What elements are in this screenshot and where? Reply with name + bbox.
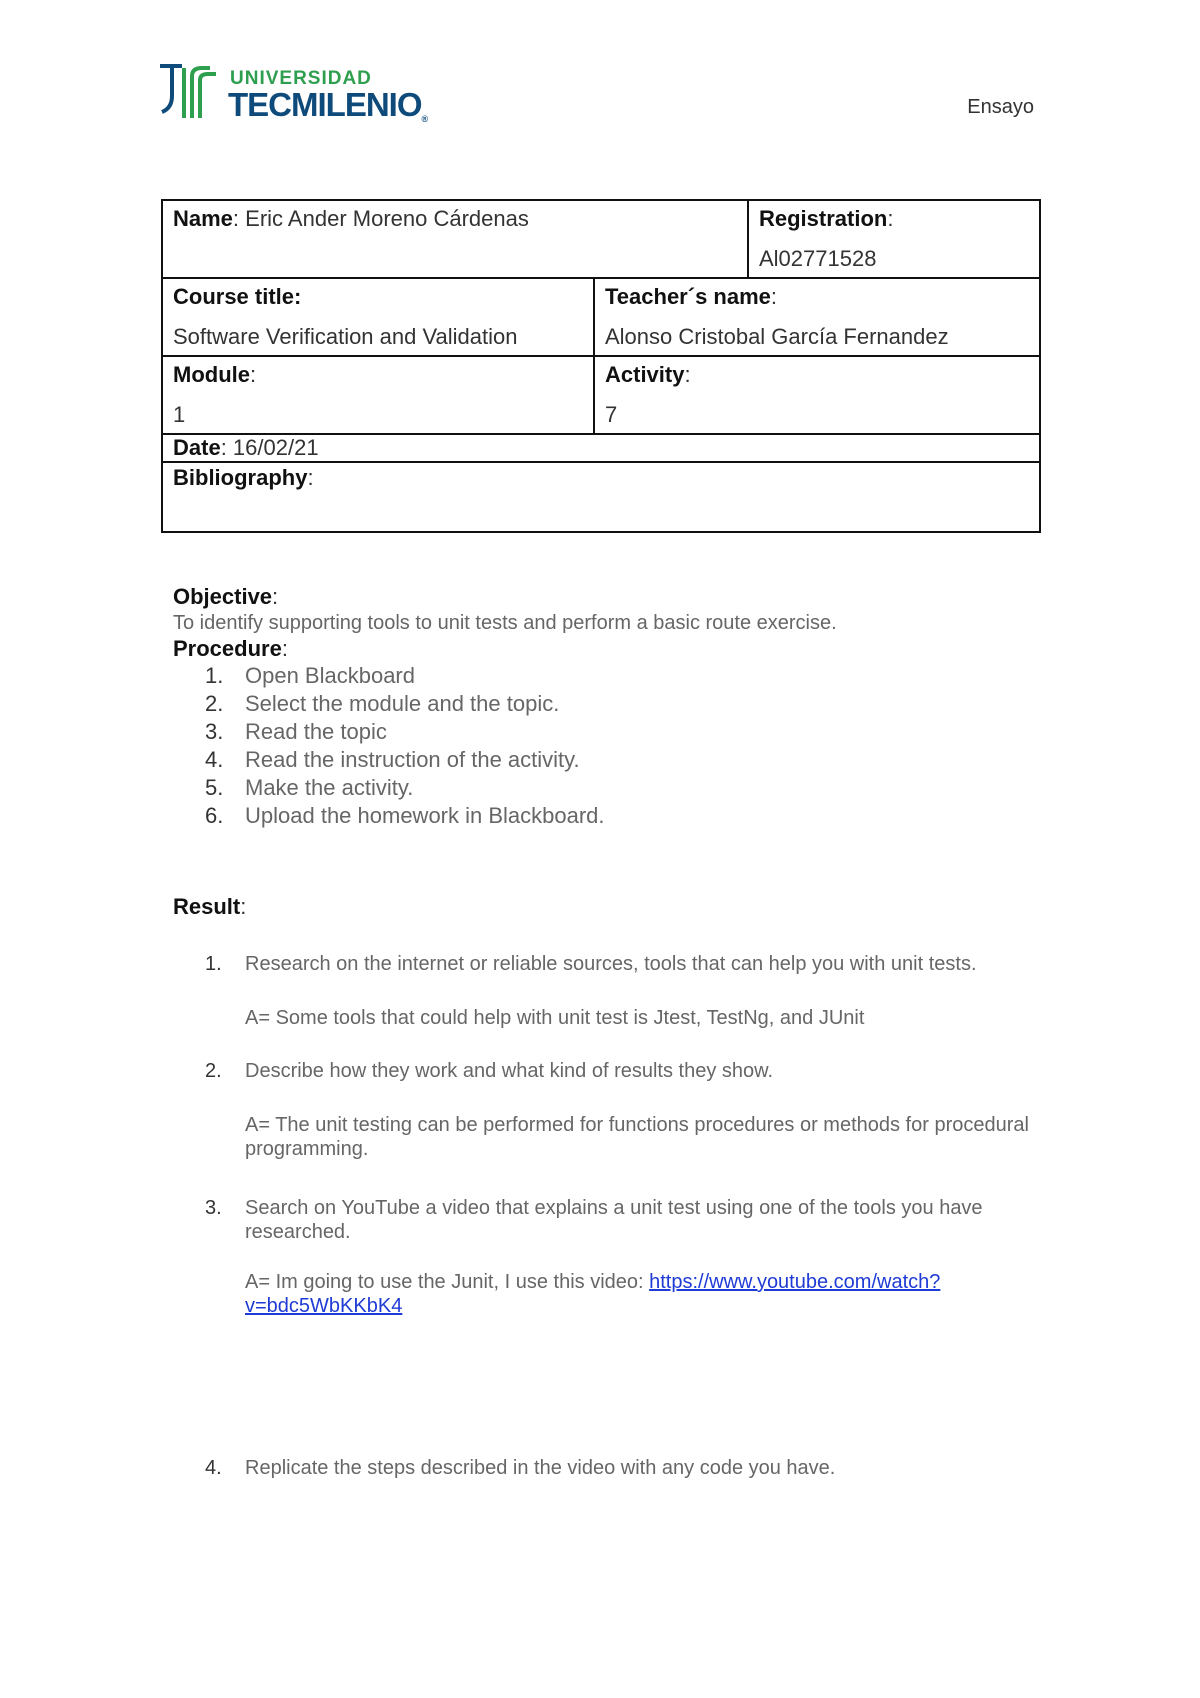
date-cell (162, 434, 1040, 462)
procedure-label: Procedure (173, 636, 282, 661)
teacher-label: Teacher´s name (605, 284, 771, 309)
step-number: 3. (205, 719, 224, 744)
answer-text: A= Im going to use the Junit, I use this video: (245, 1271, 650, 1293)
result-answer (245, 1270, 1045, 1318)
step-number: 1. (205, 663, 224, 688)
module-label: Module (173, 362, 250, 387)
result-label: Result (173, 894, 241, 919)
table-row (162, 200, 1040, 278)
table-row (162, 356, 1040, 434)
result-item (205, 1456, 1045, 1480)
logo-bottom-text (228, 86, 427, 124)
registration-cell (748, 200, 1040, 278)
name-value: : Eric Ander Moreno Cárdenas (232, 206, 529, 231)
result-question: Research on the internet or reliable sources, tools that can help you with unit tests. (245, 953, 977, 975)
result-answer: A= The unit testing can be performed for functions procedures or methods for procedural programming. (245, 1114, 1029, 1160)
student-info-table (161, 199, 1041, 533)
table-row (162, 462, 1040, 532)
procedure-colon: : (281, 636, 288, 661)
link-line[interactable]: https://www.youtube.com/watch? (649, 1271, 941, 1293)
procedure-heading (173, 636, 288, 662)
result-number: 1. (205, 953, 222, 975)
date-value: : 16/02/21 (220, 435, 319, 460)
list-item (205, 774, 605, 802)
step-number: 4. (205, 747, 224, 772)
step-text: Read the instruction of the activity. (245, 747, 580, 772)
result-item (205, 1059, 1045, 1083)
table-row (162, 434, 1040, 462)
tecmilenio-logo-icon (158, 62, 228, 126)
step-text: Make the activity. (245, 775, 414, 800)
module-colon: : (250, 362, 257, 387)
activity-colon: : (684, 362, 691, 387)
step-text: Read the topic (245, 719, 387, 744)
step-number: 5. (205, 775, 224, 800)
result-item (205, 952, 1045, 976)
activity-cell (594, 356, 1040, 434)
result-question: Describe how they work and what kind of results they show. (245, 1060, 774, 1082)
registration-value: Al02771528 (759, 246, 877, 271)
procedure-list (205, 662, 605, 830)
list-item (205, 690, 605, 718)
result-item (205, 1196, 1045, 1244)
course-label: Course title: (173, 284, 302, 309)
teacher-colon: : (770, 284, 778, 309)
document-type: Ensayo (967, 96, 1034, 118)
logo-wordmark: TECMILENIO (228, 86, 422, 123)
list-item (205, 802, 605, 830)
module-value: 1 (173, 402, 186, 427)
activity-value: 7 (605, 402, 618, 427)
result-question: Search on YouTube a video that explains a unit test using one of the tools you have researched. (245, 1197, 983, 1243)
teacher-cell (594, 278, 1040, 356)
bibliography-colon: : (307, 465, 314, 490)
registered-mark: ® (421, 114, 428, 124)
university-logo (158, 62, 458, 126)
step-text: Upload the homework in Blackboard. (245, 803, 605, 828)
teacher-value: Alonso Cristobal García Fernandez (605, 324, 949, 349)
bibliography-label: Bibliography (173, 465, 308, 490)
step-text: Open Blackboard (245, 663, 415, 688)
result-number: 4. (205, 1457, 222, 1479)
logo-top-text: UNIVERSIDAD (230, 68, 372, 89)
objective-heading (173, 584, 278, 610)
step-number: 6. (205, 803, 224, 828)
step-number: 2. (205, 691, 224, 716)
objective-colon: : (272, 584, 279, 609)
date-label: Date (173, 435, 221, 460)
activity-label: Activity (605, 362, 685, 387)
result-answer: A= Some tools that could help with unit test is Jtest, TestNg, and JUnit (245, 1007, 865, 1029)
result-number: 2. (205, 1060, 222, 1082)
objective-text: To identify supporting tools to unit tests and perform a basic route exercise. (173, 612, 837, 634)
module-cell (162, 356, 594, 434)
list-item (205, 718, 605, 746)
result-heading (173, 894, 246, 920)
name-cell (162, 200, 748, 278)
table-row (162, 278, 1040, 356)
result-colon: : (240, 894, 247, 919)
list-item (205, 746, 605, 774)
registration-colon: : (887, 206, 894, 231)
link-line[interactable]: v=bdc5WbKKbK4 (245, 1295, 403, 1317)
result-number: 3. (205, 1197, 222, 1219)
step-text: Select the module and the topic. (245, 691, 560, 716)
course-cell (162, 278, 594, 356)
bibliography-cell (162, 462, 1040, 532)
registration-label: Registration (759, 206, 888, 231)
course-value: Software Verification and Validation (173, 324, 518, 349)
list-item (205, 662, 605, 690)
objective-label: Objective (173, 584, 273, 609)
name-label: Name (173, 206, 233, 231)
result-question: Replicate the steps described in the video with any code you have. (245, 1457, 836, 1479)
